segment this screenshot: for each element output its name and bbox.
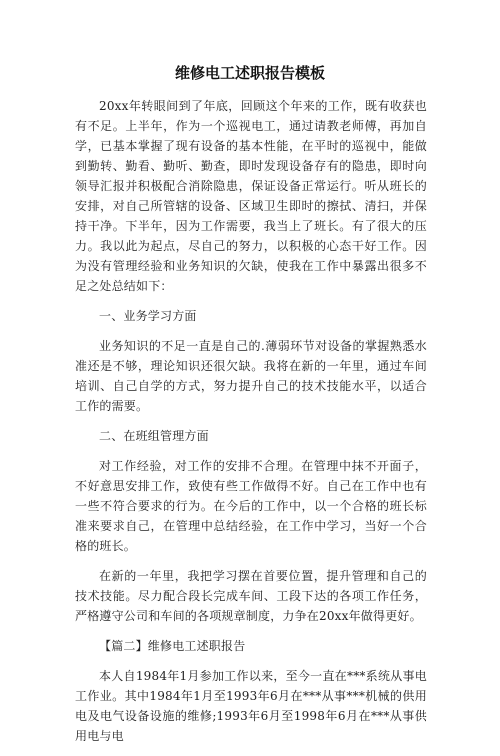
management-paragraph: 对工作经验，对工作的安排不合理。在管理中抹不开面子，不好意思安排工作，致使有些工作做得不好。自己在工作中也有一些不符合要求的行为。在今后的工作中，以一个合格的班长标准来要求自己，在管理中总结经验，在工作中学习，当好一个合格的班长。 — [75, 459, 427, 553]
section-heading-management: 二、在班组管理方面 — [99, 429, 209, 443]
document-title: 维修电工述职报告模板 — [174, 64, 325, 82]
document-body — [75, 96, 427, 756]
plan-paragraph: 在新的一年里，我把学习摆在首要位置，提升管理和自己的技术技能。尽力配合段长完成车间、工段下达的各项工作任务，严格遵守公司和车间的各项规章制度，力争在20xx年做得更好。 — [75, 569, 427, 623]
section-heading-study: 一、业务学习方面 — [99, 309, 197, 323]
intro-paragraph: 20xx年转眼间到了年底，回顾这个年来的工作，既有收获也有不足。上半年，作为一个巡视电工，通过请教老师傅，再加自学，已基本掌握了现有设备的基本性能，在平时的巡视中，能做到勤转、勤看、勤听、勤查，即时发现设备存有的隐患，即时向领导汇报并积极配合消除隐患，保证设备正常运行。听从班长的安排，对自己所管辖的设备、区域卫生即时的擦拭、清扫，并保持干净。下半年，因为工作需要，我当上了班长。有了很大的压力。我以此为起点，尽自己的努力，以积极的心态干好工作。因为没有管理经验和业务知识的欠缺，使我在工作中暴露出很多不足之处总结如下： — [75, 99, 427, 293]
part-two-heading: 【篇二】维修电工述职报告 — [99, 639, 246, 653]
study-paragraph: 业务知识的不足一直是自己的.薄弱环节对设备的掌握熟悉水准还是不够，理论知识还很欠缺。我将在新的一年里，通过车间培训、自己自学的方式，努力提升自己的技术技能水平，以适合工作的需要。 — [75, 339, 427, 413]
part-two-paragraph: 本人自1984年1月参加工作以来，至今一直在***系统从事电工作业。其中1984年1月至1993年6月在***从事***机械的供用电及电气设备设施的维修;1993年6月至1998年6月在***从事供用电与电 — [75, 669, 427, 743]
